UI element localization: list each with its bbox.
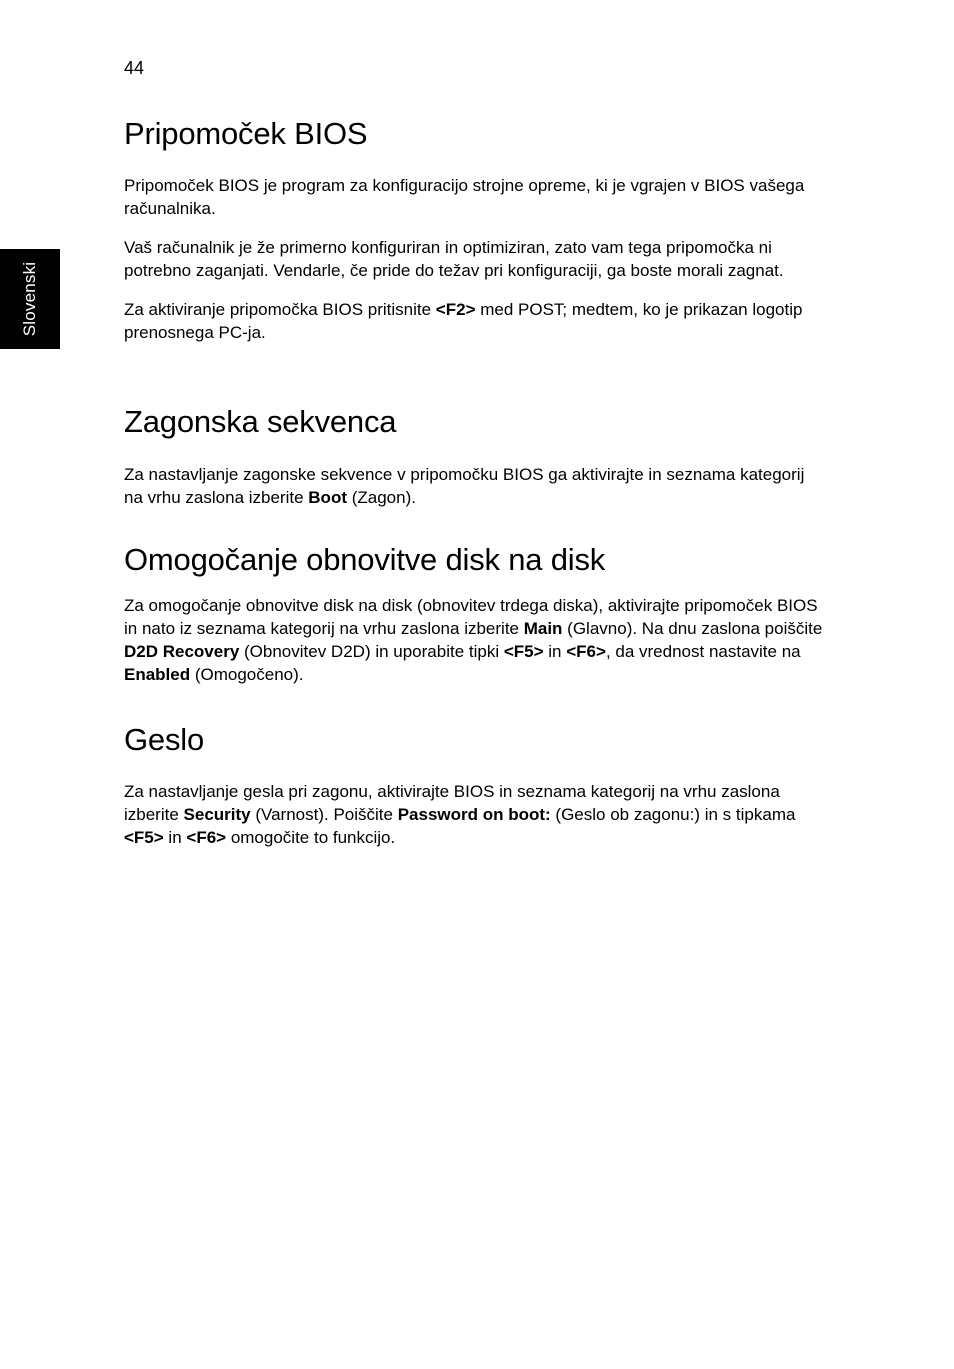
- text-run: in: [163, 828, 187, 847]
- text-run: (Omogočeno).: [190, 665, 304, 684]
- menu-term: Security: [183, 805, 251, 824]
- text-run: in: [543, 642, 567, 661]
- menu-term: Boot: [308, 488, 347, 507]
- text-run: omogočite to funkcijo.: [226, 828, 396, 847]
- key-name: <F5>: [503, 642, 544, 661]
- paragraph: [124, 594, 824, 686]
- menu-term: Enabled: [124, 665, 191, 684]
- section-title: Omogočanje obnovitve disk na disk: [124, 542, 606, 577]
- text-run: (Varnost). Poiščite: [250, 805, 398, 824]
- menu-term: Main: [523, 619, 563, 638]
- paragraph: Vaš računalnik je že primerno konfiguriran in optimiziran, zato vam tega pripomočka ni potrebno zaganjati. Vendarle, če pride do težav pri konfiguraciji, ga boste morali zagnat.: [124, 238, 784, 280]
- page-number: 44: [124, 58, 145, 78]
- section-title: Geslo: [124, 722, 204, 757]
- menu-term: Password on boot:: [397, 805, 551, 824]
- key-name: <F5>: [124, 828, 164, 847]
- section-title: Zagonska sekvenca: [124, 404, 397, 439]
- section-disk-to-disk-recovery: [124, 542, 824, 686]
- section-password: [124, 722, 824, 849]
- side-tab-label: Slovenski: [20, 261, 39, 337]
- paragraph: [124, 298, 824, 344]
- section-boot-sequence: [124, 404, 824, 509]
- key-name: <F6>: [566, 642, 606, 661]
- text-run: (Zagon).: [347, 488, 416, 507]
- text-run: (Geslo ob zagonu:) in s tipkama: [550, 805, 796, 824]
- key-name: <F2>: [435, 300, 476, 319]
- text-run: Za nastavljanje zagonske sekvence v pripomočku BIOS ga aktivirajte in seznama kategorij na vrhu zaslona izberite: [124, 465, 805, 507]
- text-run: Za nastavljanje gesla pri zagonu, aktivirajte BIOS in seznama kategorij na vrhu zaslona izberite: [124, 782, 780, 824]
- side-language-tab: [0, 249, 60, 349]
- text-run: med POST; medtem, ko je prikazan logotip prenosnega PC-ja.: [124, 300, 803, 342]
- text-run: , da vrednost nastavite na: [605, 642, 801, 661]
- text-run: (Glavno). Na dnu zaslona poiščite: [562, 619, 823, 638]
- paragraph: [124, 463, 824, 509]
- text-run: Za aktiviranje pripomočka BIOS pritisnite: [124, 300, 436, 319]
- section-title: Pripomoček BIOS: [124, 116, 368, 151]
- text-run: Za omogočanje obnovitve disk na disk (obnovitev trdega diska), aktivirajte pripomoček BIOS in nato iz seznama kategorij na vrhu zaslona izberite: [124, 596, 818, 638]
- key-name: <F6>: [186, 828, 227, 847]
- section-bios-utility: [124, 116, 824, 344]
- paragraph: [124, 780, 824, 849]
- paragraph: Pripomoček BIOS je program za konfiguracijo strojne opreme, ki je vgrajen v BIOS vašega računalnika.: [124, 176, 805, 218]
- menu-term: D2D Recovery: [124, 642, 240, 661]
- text-run: (Obnovitev D2D) in uporabite tipki: [239, 642, 504, 661]
